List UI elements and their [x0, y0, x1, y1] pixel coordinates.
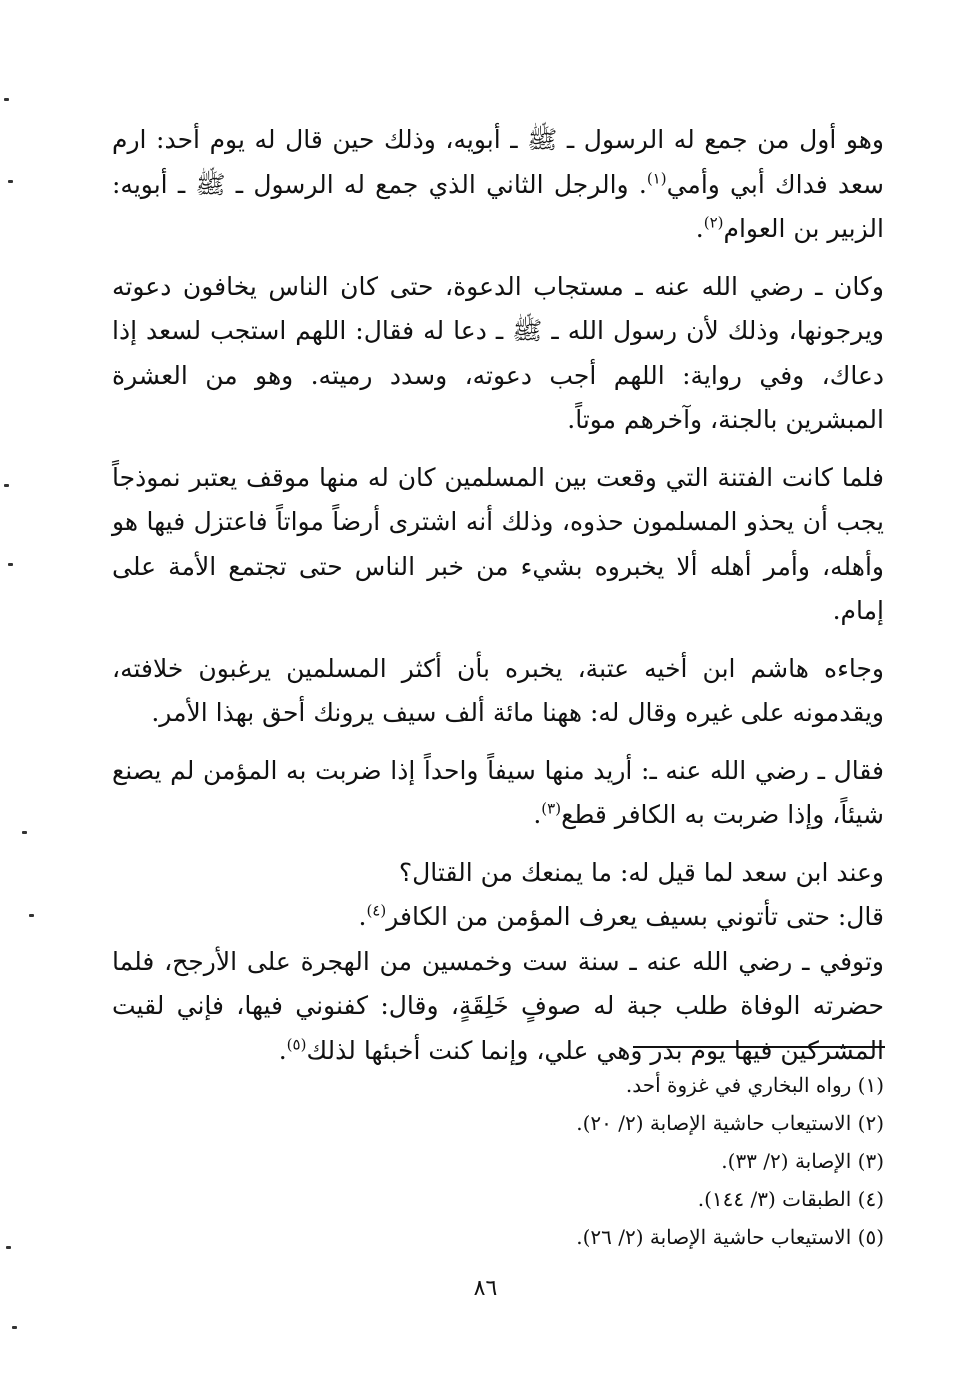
footnote-4: (٤) الطبقات (٣/ ١٤٤).: [697, 1187, 884, 1211]
footnote-5: (٥) الاستيعاب حاشية الإصابة (٢/ ٢٦).: [576, 1225, 884, 1249]
paragraph-1: وهو أول من جمع له الرسول ـ ﷺ ـ أبويه، وذلك حين قال له يوم أحد: ارم سعد فداك أبي وأمي$^{(١)}$. والرجل الثاني الذي جمع له الرسول ـ ﷺ ـ أبويه: الزبير بن العوام$^{(٢)}$.: [112, 125, 884, 243]
footnotes: [112, 1066, 884, 1256]
footnote-2: (٢) الاستيعاب حاشية الإصابة (٢/ ٢٠).: [576, 1111, 884, 1135]
footnote-3: (٣) الإصابة (٢/ ٣٣).: [721, 1149, 884, 1173]
page-number: ٨٦: [473, 1276, 498, 1301]
dialogue-line-2: قال: حتى تأتوني بسيف يعرف المؤمن من الكافر$^{(٤)}$.: [358, 901, 884, 931]
scan-mark: [6, 1246, 11, 1249]
scan-mark: [8, 563, 13, 566]
footnote-ref-5[interactable]: (٥): [286, 1035, 307, 1054]
footnote-1: (١) رواه البخاري في غزوة أحد.: [625, 1073, 884, 1097]
dialogue: [112, 851, 884, 940]
paragraph-5: فقال ـ رضي الله عنه ـ: أريد منها سيفاً واحداً إذا ضربت به المؤمن لم يصنع شيئاً، وإذا ضربت به الكافر قطع$^{(٣)}$.: [112, 755, 884, 829]
main-text: [112, 118, 884, 1086]
scan-mark: [4, 98, 9, 101]
paragraph-6: وتوفي ـ رضي الله عنه ـ سنة ست وخمسين من الهجرة على الأرجح، فلما حضرته الوفاة طلب جبة له صوفٍ خَلِقَةٍ، وقال: كفنوني فيها، فإني لقيت المشركين فيها يوم بدر وهي علي، وإنما كنت أخبئها لذلك$^{(٥)}$.: [112, 946, 884, 1065]
paragraph-3: فلما كانت الفتنة التي وقعت بين المسلمين كان له منها موقف يعتبر نموذجاً يجب أن يحذو المسلمون حذوه، وذلك أنه اشترى أرضاً مواتاً فاعتزل فيها هو وأهله، وأمر أهله ألا يخبروه بشيء من خبر الناس حتى تجتمع الأمة على إمام.: [112, 462, 884, 625]
scan-mark: [4, 484, 9, 487]
footnote-divider: [633, 1046, 885, 1048]
paragraph-4: وجاءه هاشم ابن أخيه عتبة، يخبره بأن أكثر المسلمين يرغبون خلافته، ويقدمونه على غيره وقال له: ههنا مائة ألف سيف يرونك أحق بهذا الأمر.: [112, 653, 884, 727]
footnote-ref-1[interactable]: (١): [646, 169, 667, 188]
scan-mark: [29, 914, 34, 917]
footnote-ref-3[interactable]: (٣): [541, 799, 562, 818]
scan-mark: [22, 831, 27, 834]
footnote-ref-4[interactable]: (٤): [366, 901, 387, 920]
scan-mark: [12, 1326, 17, 1329]
scan-mark: [8, 180, 13, 183]
dialogue-line-1: وعند ابن سعد لما قيل له: ما يمنعك من القتال؟: [398, 857, 884, 887]
paragraph-2: وكان ـ رضي الله عنه ـ مستجاب الدعوة، حتى كان الناس يخافون دعوته ويرجونها، وذلك لأن رسول الله ـ ﷺ ـ دعا له فقال: اللهم استجب لسعد إذا دعاك، وفي رواية: اللهم أجب دعوته، وسدد رميته. وهو من العشرة المبشرين بالجنة، وآخرهم موتاً.: [112, 271, 884, 434]
footnote-ref-2[interactable]: (٢): [703, 213, 724, 232]
